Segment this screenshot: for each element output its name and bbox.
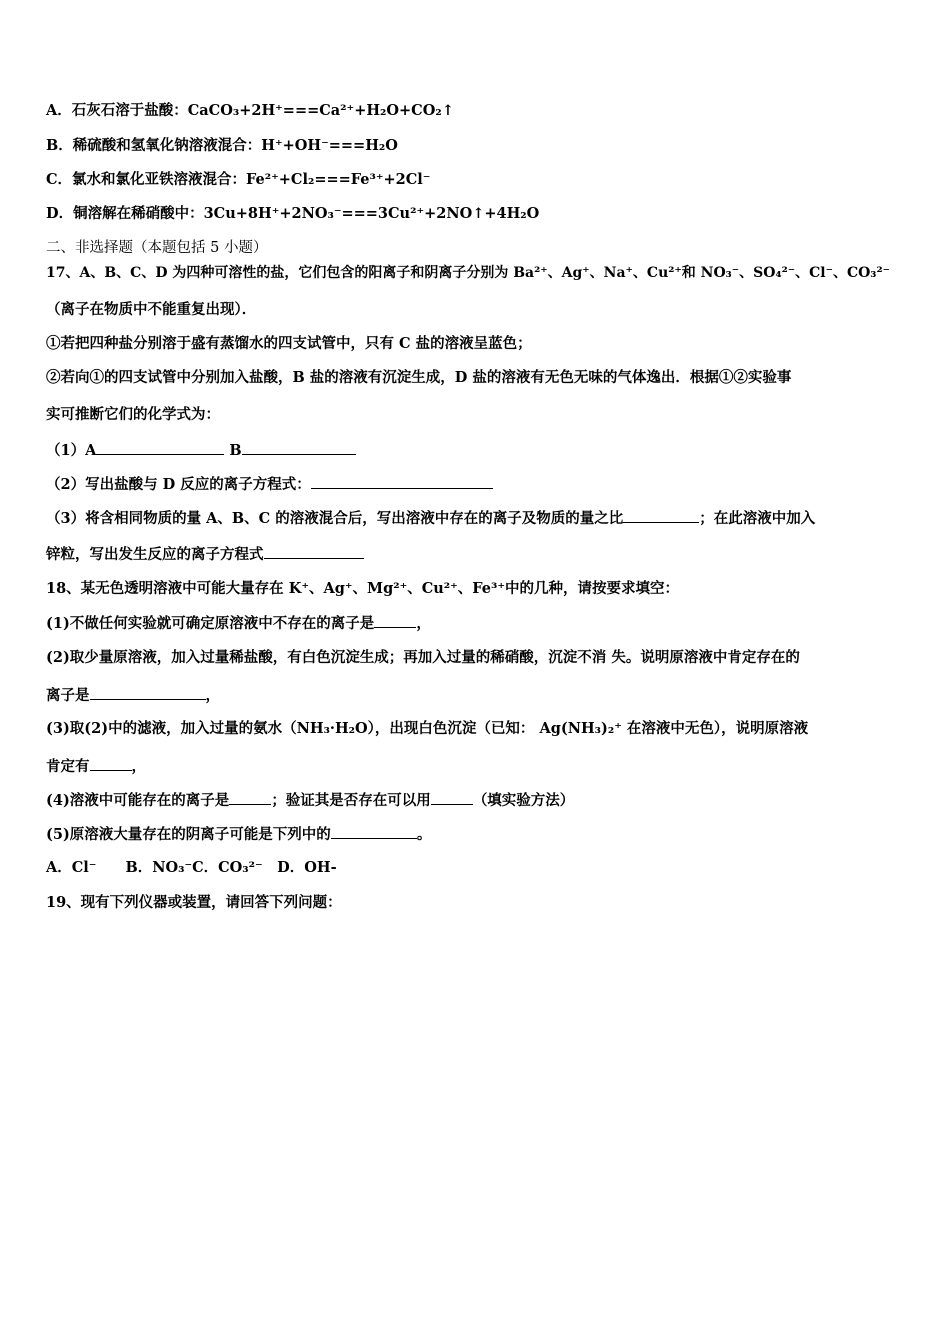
- q17-part-3: （3）将含相同物质的量 A、B、C 的溶液混合后，写出溶液中存在的离子及物质的量之比 ；在此溶液中加入: [46, 510, 816, 527]
- q16-option-a: [46, 101, 908, 121]
- q19-stem: 19、现有下列仪器或装置，请回答下列问题：: [46, 894, 342, 911]
- answer-blank[interactable]: [90, 685, 206, 700]
- section-title: 二、非选择题（本题包括 5 小题）: [46, 240, 268, 256]
- q18-part-3: (3)取(2)中的滤液，加入过量的氨水（NH₃·H₂O），出现白色沉淀（已知： Ag(NH₃)₂⁺ 在溶液中无色），说明原溶液: [46, 720, 809, 737]
- q18-part-2-cont: 离子是 ，: [46, 687, 220, 704]
- option-equation: 3Cu+8H⁺+2NO₃⁻===3Cu²⁺+2NO↑+4H₂O: [203, 205, 540, 222]
- q17-stem: 17、A、B、C、D 为四种可溶性的盐，它们包含的阳离子和阴离子分别为 Ba²⁺、Ag⁺、Na⁺、Cu²⁺和 NO₃⁻、SO₄²⁻、Cl⁻、CO₃²⁻: [46, 265, 890, 281]
- answer-blank[interactable]: [331, 824, 417, 839]
- q17-condition-2-cont: 实可推断它们的化学式为：: [46, 406, 220, 423]
- q16-option-d: [46, 204, 908, 224]
- answer-blank[interactable]: [623, 508, 699, 523]
- answer-blank[interactable]: [431, 790, 473, 805]
- option-equation: H⁺+OH⁻===H₂O: [261, 137, 398, 154]
- option-label: D．铜溶解在稀硝酸中：: [46, 205, 204, 222]
- option-equation: Fe²⁺+Cl₂===Fe³⁺+2Cl⁻: [246, 171, 431, 188]
- q18-part-1: (1)不做任何实验就可确定原溶液中不存在的离子是 ，: [46, 615, 431, 632]
- q18-stem: 18、某无色透明溶液中可能大量存在 K⁺、Ag⁺、Mg²⁺、Cu²⁺、Fe³⁺中的几种，请按要求填空：: [46, 580, 680, 597]
- answer-blank[interactable]: [374, 613, 416, 628]
- q17-condition-1: ①若把四种盐分别溶于盛有蒸馏水的四支试管中，只有 C 盐的溶液呈蓝色；: [46, 335, 532, 352]
- q18-options: A．Cl⁻ B．NO₃⁻C．CO₃²⁻ D．OH-: [46, 859, 337, 876]
- q17-part-1: （1）A B: [46, 440, 908, 461]
- option-equation: CaCO₃+2H⁺===Ca²⁺+H₂O+CO₂↑: [187, 102, 454, 119]
- q18-part-5: (5)原溶液大量存在的阴离子可能是下列中的 。: [46, 826, 432, 843]
- q18-part-2: (2)取少量原溶液，加入过量稀盐酸，有白色沉淀生成；再加入过量的稀硝酸，沉淀不消 失。说明原溶液中肯定存在的: [46, 649, 800, 666]
- answer-blank[interactable]: [96, 440, 224, 455]
- q17-condition-2: ②若向①的四支试管中分别加入盐酸，B 盐的溶液有沉淀生成，D 盐的溶液有无色无味的气体逸出．根据①②实验事: [46, 369, 792, 386]
- q17-part-2: （2）写出盐酸与 D 反应的离子方程式：: [46, 474, 908, 495]
- q16-option-b: [46, 136, 908, 156]
- q18-part-3-cont: 肯定有 ，: [46, 758, 146, 775]
- option-label: B．稀硫酸和氢氧化钠溶液混合：: [46, 137, 262, 154]
- q16-option-c: [46, 170, 908, 190]
- option-label: A．石灰石溶于盐酸：: [46, 102, 188, 119]
- q17-stem-cont: （离子在物质中不能重复出现）．: [46, 301, 257, 318]
- answer-blank[interactable]: [242, 440, 356, 455]
- q17-part-3-cont: 锌粒，写出发生反应的离子方程式: [46, 544, 908, 565]
- q18-part-4: (4)溶液中可能存在的离子是 ；验证其是否存在可以用 （填实验方法）: [46, 792, 575, 809]
- answer-blank[interactable]: [90, 756, 132, 771]
- answer-blank[interactable]: [311, 474, 493, 489]
- answer-blank[interactable]: [264, 544, 364, 559]
- option-label: C．氯水和氯化亚铁溶液混合：: [46, 171, 247, 188]
- answer-blank[interactable]: [229, 790, 271, 805]
